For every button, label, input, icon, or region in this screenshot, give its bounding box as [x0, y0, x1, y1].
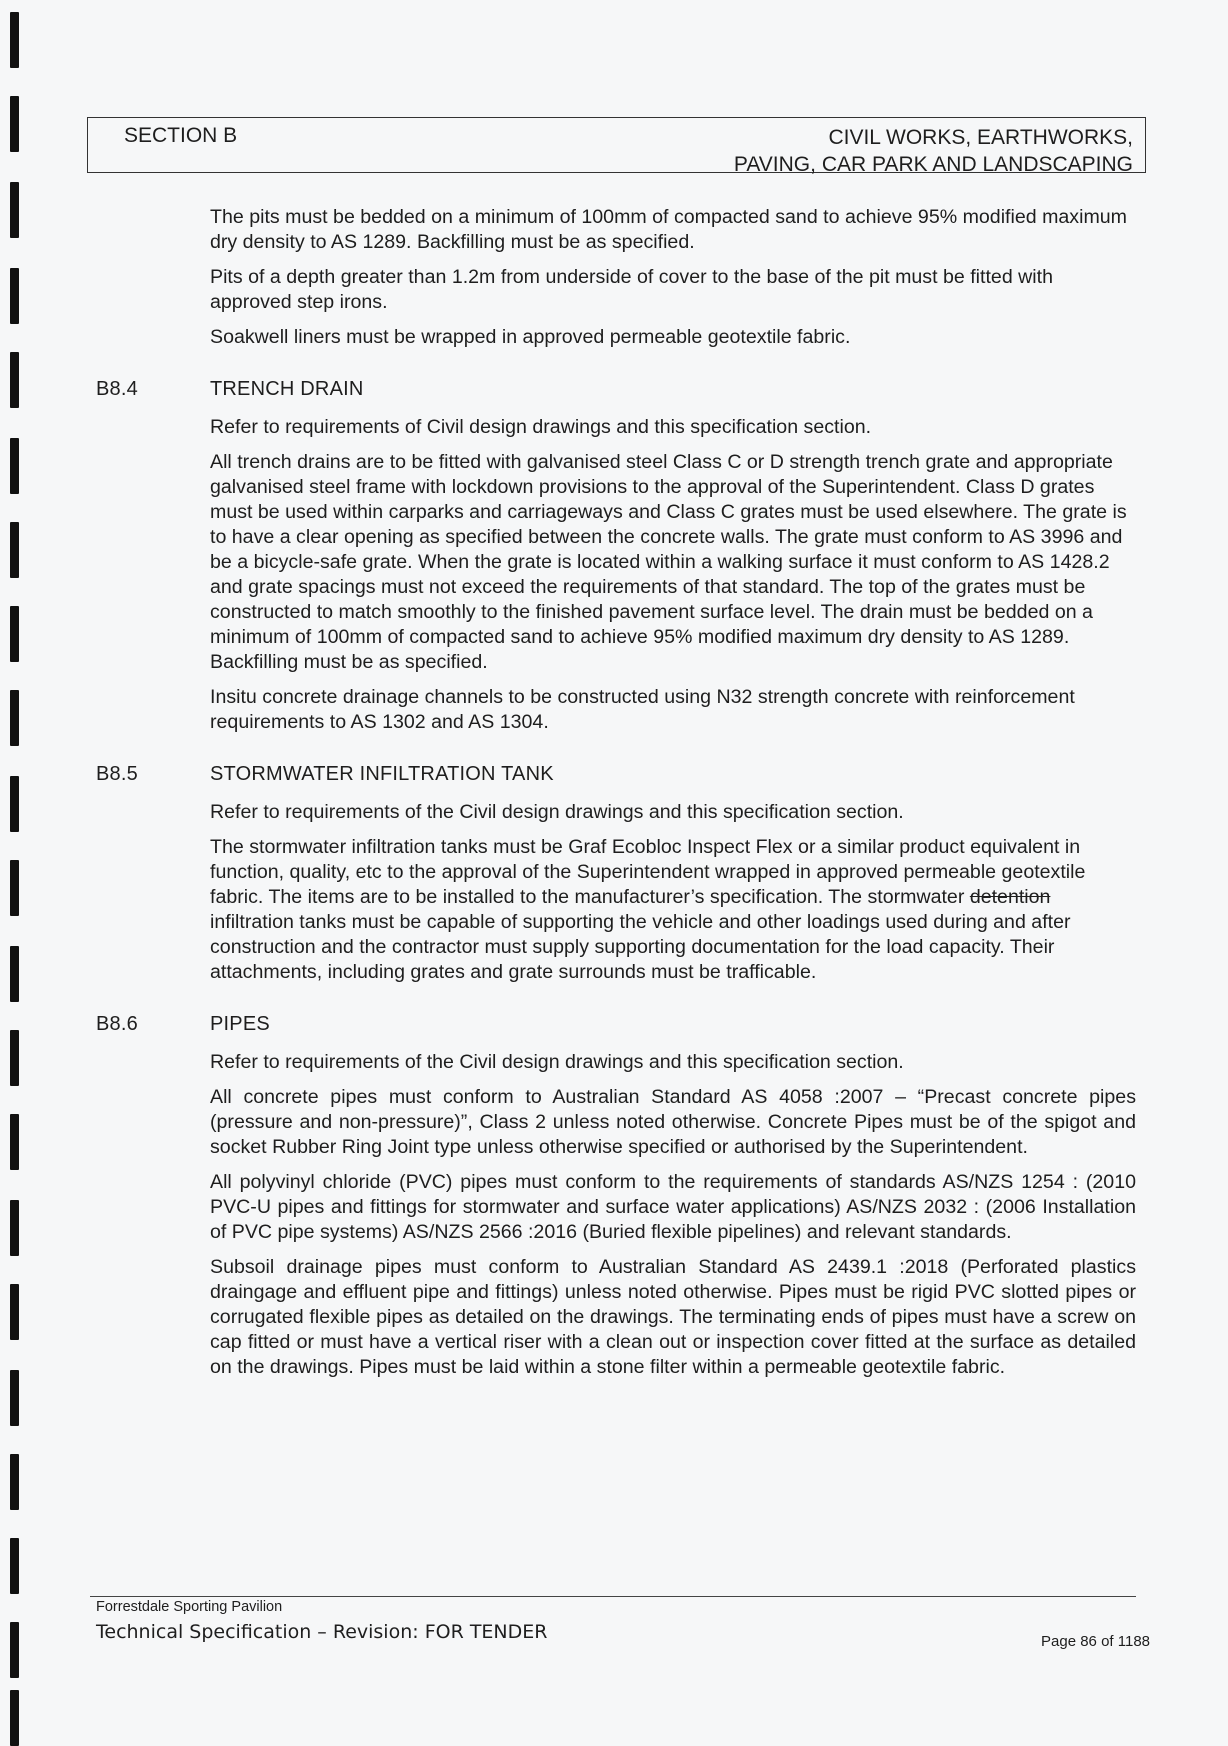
binding-holes — [10, 0, 22, 1746]
paragraph: All polyvinyl chloride (PVC) pipes must conform to the requirements of standards AS/NZS 1254 : (2010 PVC-U pipes and fittings for stormwater and surface water applications) AS/NZS 2032 : (2006 Installation of PVC pipe systems) AS/NZS 2566 :2016 (Buried flexible pipelines) and relevant standards. — [210, 1171, 1136, 1243]
paragraph-text: infiltration tanks must be capable of supporting the vehicle and other loadings used during and after construction and the contractor must supply supporting documentation for the load capacity. Their attachments, including grates and grate surrounds must be trafficable. — [210, 911, 1071, 983]
paragraph — [210, 835, 1136, 985]
struck-text: detention — [969, 886, 1051, 908]
section-number: B8.6 — [96, 1013, 138, 1035]
section-title-line1: CIVIL WORKS, EARTHWORKS, — [828, 126, 1133, 149]
paragraph: All concrete pipes must conform to Australian Standard AS 4058 :2007 – “Precast concrete pipes (pressure and non-pressure)”, Class 2 unless noted otherwise. Concrete Pipes must be of the spigot and socket Rubber Ring Joint type unless otherwise specified or authorised by the Superintendent. — [210, 1086, 1136, 1158]
intro-paragraph: Pits of a depth greater than 1.2m from underside of cover to the base of the pit must be fitted with approved step irons. — [210, 266, 1054, 313]
section-number: B8.4 — [96, 378, 138, 400]
footer-project: Forrestdale Sporting Pavilion — [96, 1599, 283, 1615]
document-body — [96, 205, 1136, 1390]
heading-b8-4 — [96, 378, 1136, 401]
section-header — [87, 117, 1146, 176]
intro-paragraph: The pits must be bedded on a minimum of 100mm of compacted sand to achieve 95% modified maximum dry density to AS 1289. Backfilling must be as specified. — [210, 206, 1128, 253]
intro-paragraph: Soakwell liners must be wrapped in approved permeable geotextile fabric. — [210, 326, 851, 348]
section-heading: STORMWATER INFILTRATION TANK — [210, 763, 554, 785]
heading-b8-5 — [96, 763, 1136, 786]
paragraph: Refer to requirements of Civil design drawings and this specification section. — [210, 416, 872, 438]
section-heading: TRENCH DRAIN — [210, 378, 364, 400]
section-title-line2: PAVING, CAR PARK AND LANDSCAPING — [733, 153, 1133, 176]
page-number: Page 86 of 1188 — [1041, 1633, 1150, 1650]
paragraph: All trench drains are to be fitted with galvanised steel Class C or D strength trench grate and appropriate galvanised steel frame with lockdown provisions to the approval of the Superintendent. Class D grates must be used within carparks and carriageways and Class C grates must be used elsewhere. The grate is to have a clear opening as specified between the concrete walls. The grate must conform to AS 3996 and be a bicycle-safe grate. When the grate is located within a walking surface it must conform to AS 1428.2 and grate spacings must not exceed the requirements of that standard. The top of the grates must be constructed to match smoothly to the finished pavement surface level. The drain must be bedded on a minimum of 100mm of compacted sand to achieve 95% modified maximum dry density to AS 1289. Backfilling must be as specified. — [210, 451, 1127, 673]
section-label: SECTION B — [124, 124, 238, 147]
paragraph: Subsoil drainage pipes must conform to Australian Standard AS 2439.1 :2018 (Perforated plastics draingage and effluent pipe and fittings) unless noted otherwise. Pipes must be rigid PVC slotted pipes or corrugated flexible pipes as detailed on the drawings. The terminating ends of pipes must have a screw on cap fitted or must have a vertical riser with a clean out or inspection cover fitted at the surface as detailed on the drawings. Pipes must be laid within a stone filter within a permeable geotextile fabric. — [210, 1256, 1136, 1378]
paragraph: Insitu concrete drainage channels to be constructed using N32 strength concrete with reinforcement requirements to AS 1302 and AS 1304. — [210, 686, 1075, 733]
paragraph: Refer to requirements of the Civil design drawings and this specification section. — [210, 801, 904, 823]
section-number: B8.5 — [96, 763, 138, 785]
footer-divider — [90, 1596, 1136, 1597]
paragraph-text: The stormwater infiltration tanks must be Graf Ecobloc Inspect Flex or a similar product equivalent in function, quality, etc to the approval of the Superintendent wrapped in approved permeable geotextile fabric. The items are to be installed to the manufacturer’s specification. The stormwater — [210, 836, 1086, 908]
section-title — [734, 124, 1133, 178]
footer-spec: Technical Specification – Revision: FOR TENDER — [96, 1621, 548, 1643]
section-heading: PIPES — [210, 1013, 270, 1035]
paragraph: Refer to requirements of the Civil design drawings and this specification section. — [210, 1051, 904, 1073]
heading-b8-6 — [96, 1013, 1136, 1036]
